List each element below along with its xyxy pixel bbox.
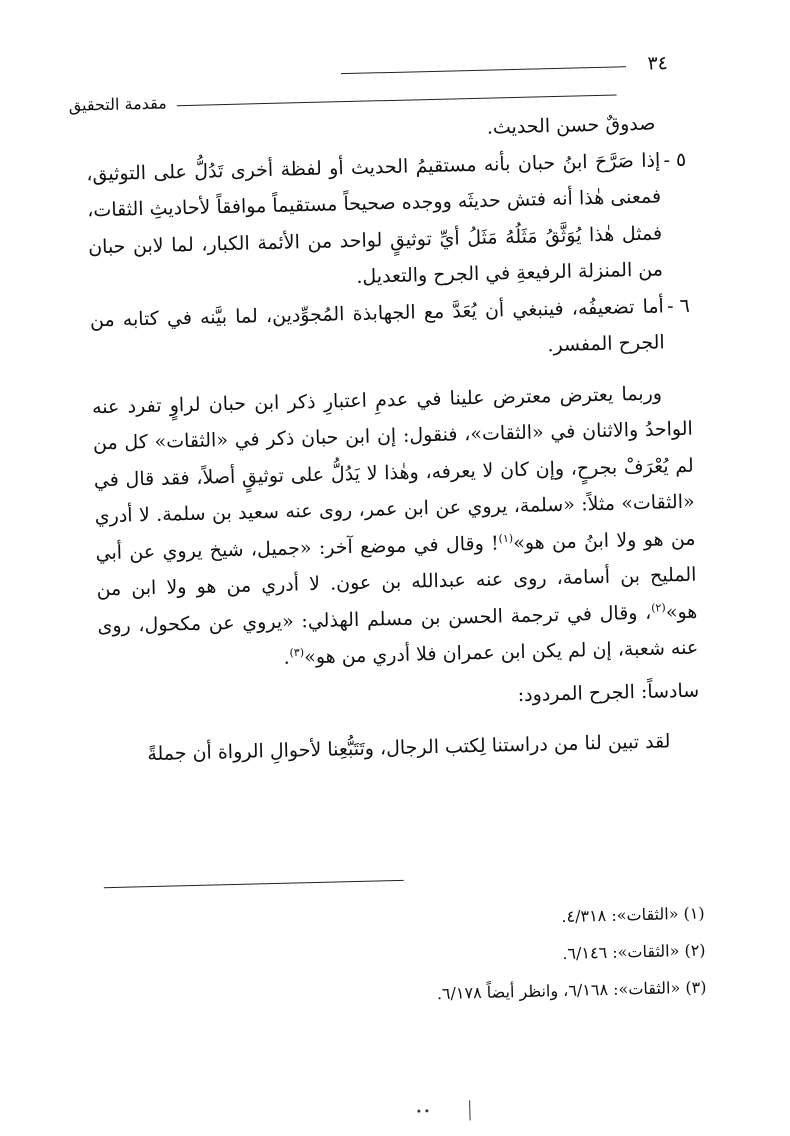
footnote-2: (٢) «الثقات»: ٦/١٤٦. (562, 940, 706, 964)
page-header (68, 51, 669, 116)
header-rule-top (341, 66, 626, 74)
paragraph (92, 374, 699, 681)
footnote-3: (٣) «الثقات»: ٦/١٦٨، وانظر أيضاً ٦/١٧٨. (436, 977, 707, 1004)
list-item-number: ٥ - (663, 148, 687, 171)
paragraph-text: ، وقال في ترجمة الحسن بن مسلم الهذلي: «يروي عن مكحول، روى عنه شعبة، إن لم يكن ابن عمران فلا أدري من هو» (97, 601, 699, 669)
scan-marks (411, 1096, 492, 1124)
paragraph: لقد تبين لنا من دراستنا لِكتب الرجال، وتَتَبُّعِنا لأحوالِ الرواة أن جملةً (147, 730, 671, 766)
footnote-ref-2[interactable]: (٢) (651, 600, 666, 614)
paragraph-text: ! وقال في موضع آخر: «جميل، شيخ يروي عن أبي المليح بن أسامة، روى عنه عبدالله بن عون. لا أدري من هو ولا ابن من هو» (95, 531, 698, 623)
list-item (86, 141, 689, 302)
page-number: ٣٤ (647, 52, 669, 75)
paragraph-text: . (283, 646, 290, 669)
list-item-text: إذا صَرَّحَ ابنُ حبان بأنه مستقيمُ الحديث أو لفظة أخرى تَدُلُّ على التوثيق، فمعنى هٰذا أنه فتش حديثَه ووجده صحيحاً مستقيماً موافقاً لأحاديثِ الثقات، فمثل هٰذا يُوَثَّقُ مَثَلُهُ مَثَلُ أيِّ توثيقٍ لواحد من الأئمة الكبار، لما لابن حبان من المنزلة الرفيعةِ في الجرح والتعديل. (86, 148, 664, 288)
paragraph-text: وربما يعترض معترض علينا في عدمِ اعتبارِ ذكر ابن حبان لراوٍ تفرد عنه الواحدُ والاثنان في «الثقات»، فنقول: إن ابن حبان ذكر في «الثقات» كل من لم يُعْرَفْ بجرحٍ، وإن كان لا يعرفه، وهٰذا لا يَدُلُّ على توثيقٍ أصلاً، فقد قال في «الثقات» مثلاً: «سلمة، يروي عن ابن عمر، روى عنه سعيد بن سلمة. لا أدري من هو ولا ابنُ من هو» (91, 381, 696, 554)
footnotes (104, 895, 707, 1021)
footnote-ref-1[interactable]: (١) (498, 531, 514, 545)
running-title: مقدمة التحقيق (68, 93, 167, 115)
continued-line: صدوقٌ حسن الحديث. (486, 112, 656, 139)
header-rule-bottom (177, 94, 617, 106)
section-heading: سادساً: الجرح المردود: (517, 679, 700, 706)
footnote-1: (١) «الثقات»: ٤/٣١٨. (561, 903, 705, 927)
list-item-number: ٦ - (666, 294, 691, 317)
list-item-text: أما تضعيفُه، فينبغي أن يُعَدَّ مع الجهابذة المُجوِّدين، لما بيَّنه في كتابه من الجرح المفسر. (89, 294, 665, 357)
list-item (90, 287, 692, 375)
scan-dot (417, 1110, 420, 1113)
main-text (85, 105, 701, 774)
scan-tick (469, 1100, 470, 1120)
footnote-ref-3[interactable]: (٣) (289, 645, 305, 660)
footnote-separator (104, 880, 404, 888)
scan-dot (425, 1109, 428, 1112)
